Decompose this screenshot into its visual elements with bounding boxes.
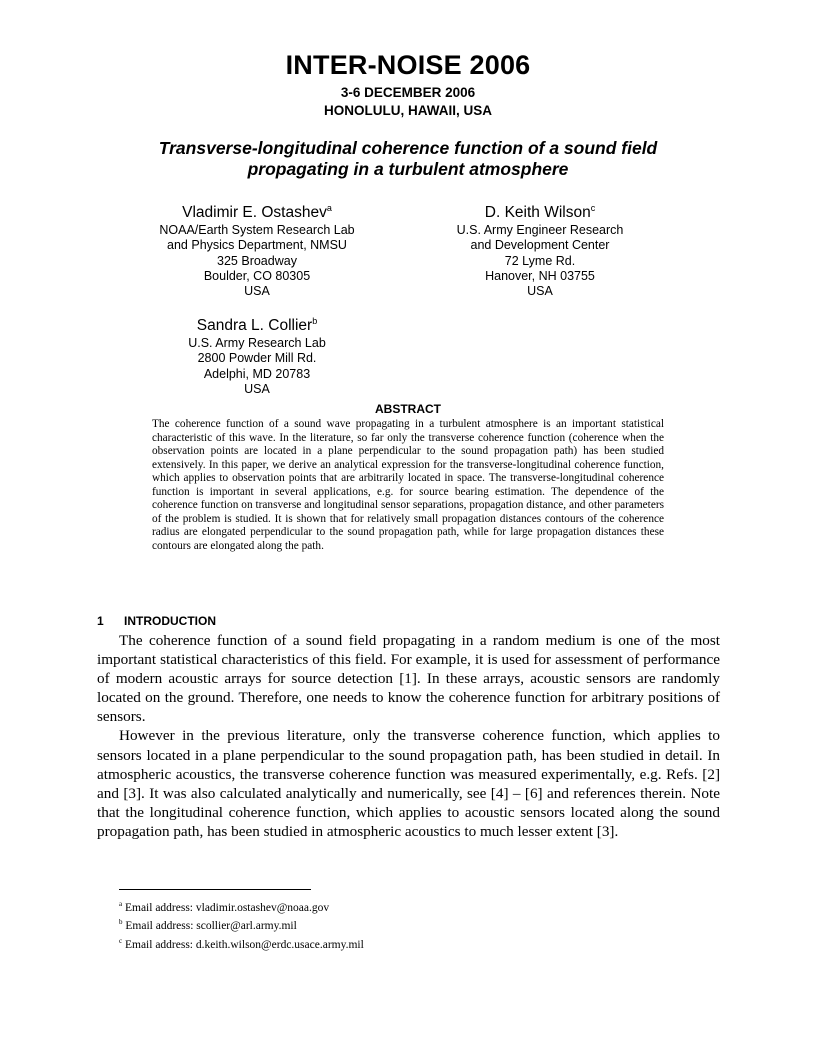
body-paragraph: However in the previous literature, only the transverse coherence function, which applies to sensors located in a plane perpendicular to the sound propagation path, has been studied in detail. In atmospheric acoustics, the transverse coherence function was measured experimentally, e.g. Refs. [2] and [3]. It was also calculated analytically and numerically, see [4] – [6] and references therein. Note that the longitudinal coherence function, which applies to acoustic sensors located along the sound propagation path, has been studied in atmospheric acoustics to much lesser extent [3]. (97, 727, 720, 840)
author-name: Vladimir E. Ostashev$^a$ (182, 203, 332, 222)
footnote-divider (119, 889, 311, 890)
author-affiliation-line: 325 Broadway (217, 253, 297, 268)
section-number: 1 (97, 614, 104, 628)
footnote (119, 915, 364, 933)
conference-title: INTER-NOISE 2006 (285, 50, 531, 80)
conference-dates: 3-6 DECEMBER 2006 (340, 85, 476, 100)
footnote (119, 934, 364, 952)
footnote-text: Email address: scollier@arl.army.mil (122, 920, 297, 933)
footnote-text: Email address: d.keith.wilson@erdc.usace.army.mil (122, 938, 364, 951)
author-affiliation-line: Boulder, CO 80305 (203, 268, 311, 283)
footnote-mark: c (119, 936, 123, 945)
author-footnote-mark: c (590, 203, 596, 213)
author-block-ostashev (137, 198, 377, 299)
introduction-body (97, 631, 720, 841)
footnote-text: Email address: vladimir.ostashev@noaa.gov (122, 901, 330, 914)
author-affiliation-line: U.S. Army Research Lab (188, 336, 326, 351)
author-affiliation-line: 2800 Powder Mill Rd. (197, 351, 317, 366)
section-heading (97, 614, 216, 628)
author-block-wilson (420, 198, 660, 299)
author-affiliation-line: USA (244, 381, 270, 396)
footnote-mark: a (119, 900, 123, 908)
author-affiliation-line: NOAA/Earth System Research Lab (159, 223, 355, 238)
paper-title: Transverse-longitudinal coherence function of a sound field propagating in a turbulent atmosphere (158, 138, 658, 179)
author-block-collier (137, 311, 377, 397)
author-affiliation-line: USA (527, 283, 553, 298)
conference-location: HONOLULU, HAWAII, USA (324, 103, 492, 118)
footnotes (119, 897, 364, 952)
author-affiliation-line: USA (244, 283, 270, 298)
author-footnote-mark: b (312, 316, 318, 326)
author-affiliation-line: Adelphi, MD 20783 (203, 366, 311, 381)
author-affiliation-line: and Development Center (470, 238, 610, 253)
abstract-text: The coherence function of a sound wave propagating in a turbulent atmosphere is an important statistical characteristic of this wave. In the literature, so far only the transverse coherence function (coherence when the observation points are located in a plane perpendicular to the sound propagation path) has been studied extensively. In this paper, we derive an analytical expression for the transverse-longitudinal coherence function, which applies to observation points that are arbitrarily located in space. The transverse-longitudinal coherence function is important in several applications, e.g. for source bearing estimation. The dependence of the coherence function on transverse and longitudinal sensor separations, propagation distance, and other parameters of the problem is studied. It is shown that for relatively small propagation distances contours of the coherence radius are elongated perpendicular to the sound propagation path, while for large propagation distances these contours are elongated along the path. (152, 418, 664, 552)
author-footnote-mark: a (326, 203, 332, 213)
footnote-mark: b (119, 918, 123, 927)
author-affiliation-line: Hanover, NH 03755 (485, 268, 595, 283)
author-affiliation-line: and Physics Department, NMSU (167, 238, 347, 253)
footnote (119, 897, 364, 915)
section-title: INTRODUCTION (124, 614, 216, 628)
author-affiliation-line: U.S. Army Engineer Research (456, 223, 624, 238)
author-affiliation-line: 72 Lyme Rd. (504, 253, 576, 268)
abstract-heading: ABSTRACT (375, 402, 441, 416)
author-name: Sandra L. Collier$^b$ (196, 316, 318, 335)
body-paragraph: The coherence function of a sound field propagating in a random medium is one of the most important statistical characteristics of this field. For example, it is used for assessment of performance of modern acoustic arrays for source detection [1]. In these arrays, acoustic sensors are randomly located on the ground. Therefore, one needs to know the coherence function for arbitrary positions of sensors. (97, 632, 720, 726)
author-name: D. Keith Wilson$^c$ (484, 203, 596, 222)
